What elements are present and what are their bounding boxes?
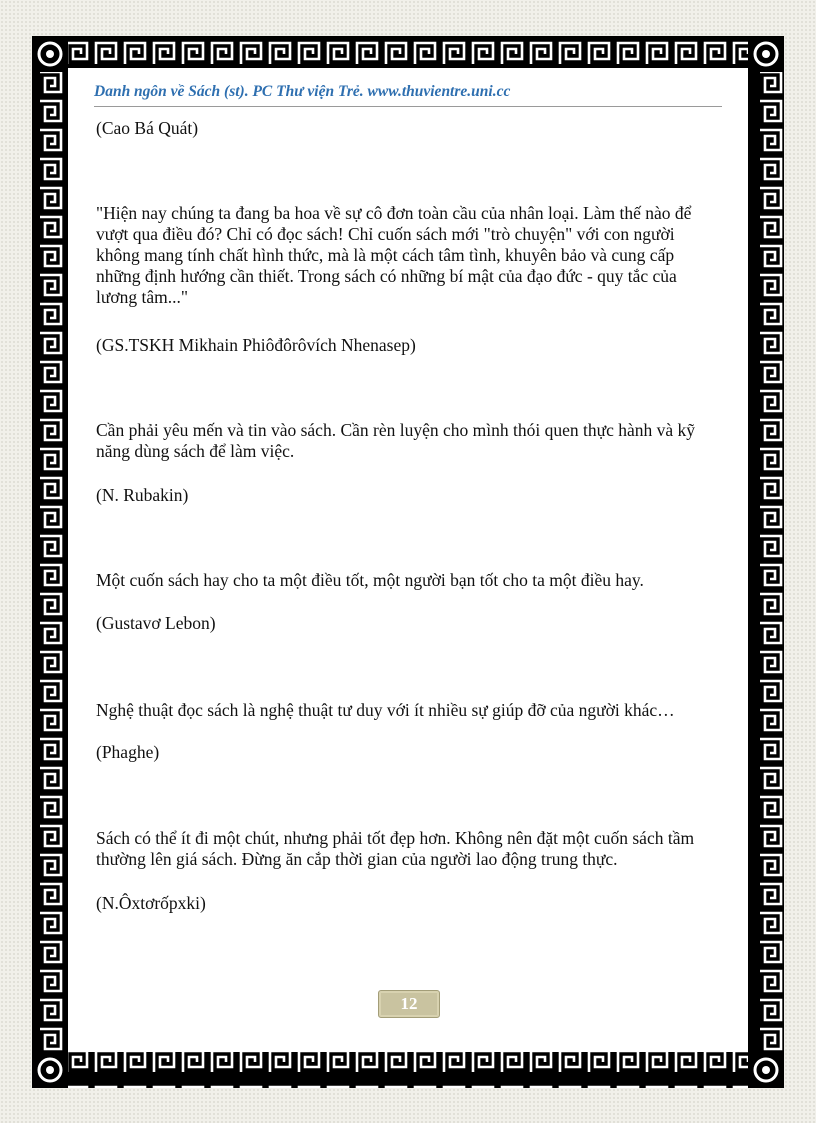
quote-author: (N. Rubakin)	[96, 485, 189, 505]
quote-author: (GS.TSKH Mikhain Phiôđôrôvích Nhenasep)	[96, 335, 416, 355]
circle-ornament-icon	[39, 1059, 61, 1081]
quote-text: Nghệ thuật đọc sách là nghệ thuật tư duy với ít nhiều sự giúp đỡ của người khác…	[96, 700, 675, 720]
page-header: Danh ngôn về Sách (st). PC Thư viện Trẻ. www.thuvientre.uni.cc	[94, 82, 722, 107]
circle-ornament-icon	[755, 43, 777, 65]
quote-author: (Gustavơ Lebon)	[96, 613, 216, 633]
circle-ornament-icon	[755, 1059, 777, 1081]
quote-text: Một cuốn sách hay cho ta một điều tốt, một người bạn tốt cho ta một điều hay.	[96, 570, 644, 590]
quote-text: Sách có thể ít đi một chút, nhưng phải tốt đẹp hơn. Không nên đặt một cuốn sách tầm thường lên giá sách. Đừng ăn cắp thời gian của người lao động trung thực.	[96, 828, 695, 869]
page-number-badge: 12	[378, 990, 440, 1018]
quote-author: (Cao Bá Quát)	[96, 118, 199, 138]
quote-author: (N.Ôxtơrốpxki)	[96, 893, 206, 913]
quote-text: "Hiện nay chúng ta đang ba hoa về sự cô đơn toàn cầu của nhân loại. Làm thế nào để vượt qua điều đó? Chỉ có đọc sách! Chỉ cuốn sách mới "trò chuyện" với con người không mang tính chất hình thức, mà là một cách tâm tình, khuyên bảo và cung cấp những định hướng cần thiết. Trong sách có những bí mật của đạo đức - quy tắc của lương tâm..."	[96, 203, 692, 307]
circle-ornament-icon	[39, 43, 61, 65]
quote-author: (Phaghe)	[96, 742, 160, 762]
quote-text: Cần phải yêu mến và tin vào sách. Cần rèn luyện cho mình thói quen thực hành và kỹ năng dùng sách để làm việc.	[96, 420, 695, 461]
